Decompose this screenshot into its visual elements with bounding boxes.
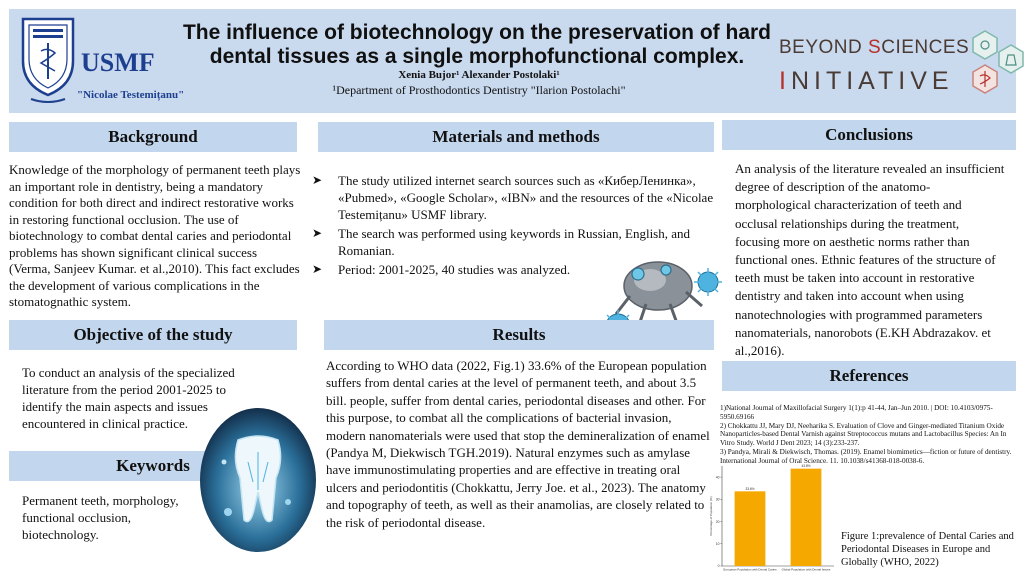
tooth-illustration — [198, 402, 318, 554]
figure-caption: Figure 1:prevalence of Dental Caries and Periodontal Diseases in Europe and Globally (WHO, 2022) — [841, 531, 1014, 568]
y-axis-label: Percentage of Population (%) — [709, 496, 713, 536]
bsi-logo-line1: BEYOND SCIENCES — [779, 37, 970, 58]
beyond-sciences-logo — [779, 29, 1019, 109]
arrow-bullet-icon: ➤ — [312, 226, 323, 240]
x-tick-label: European Population with Dental Caries — [723, 567, 777, 572]
y-tick-label: 40 — [715, 475, 720, 480]
conclusions-text: An analysis of the literature revealed an insufficient degree of description of the anatomo-morphological characterization of teeth and occlusal relationships during the treatment, focusing more on aesthetic norms rather than functional ones. Ethnic features of the structure of teeth must be taken into account in restorative dentistry and taken into account when using nanotechnologies with programmed parameters nanomaterials, nanorobots (E.KH Abdrazakov. et al.,2016). — [735, 161, 1005, 359]
chart-bar — [735, 491, 766, 566]
results-text: According to WHO data (2022, Fig.1) 33.6% of the European population suffers from dental caries at the level of permanent teeth, and about 3.5 bill. people, suffer from dental caries, periodontal diseases and other. For this purpose, to combat all the complications of bacterial invasion, modern nanomaterials were used that stop the demineralization of enamel (Pandya M, Diekwisch TGH.2019). Natural enzymes such as amylase have immunostimulating properties and are effective in treating oral ulcers and periodontitis (Chokkattu, Jerry Joe. et al., 2023). The anatomy and topography of teeth, as well as their anamolias, are closely related to the risk of periodontal disease. — [326, 358, 710, 530]
arrow-bullet-icon: ➤ — [312, 173, 323, 187]
references-heading: References — [722, 361, 1016, 391]
y-tick-label: 0 — [717, 564, 720, 569]
keywords-heading: Keywords — [9, 451, 297, 481]
keywords-text: Permanent teeth, morphology, functional occlusion, biotechnology. — [22, 493, 179, 542]
results-heading: Results — [324, 320, 714, 350]
x-tick-label: Global Population with Dental Issues — [781, 567, 831, 572]
objective-text: To conduct an analysis of the specialized literature from the period 2001-2025 to identify the main aspects and issues encountered in clinical practice. — [22, 365, 235, 431]
department: ¹Department of Prosthodontics Dentistry "Ilarion Postolachi" — [332, 83, 626, 97]
poster-title-line2: dental tissues as a single morphofunctional complex. — [209, 45, 745, 68]
reference-item: 1)National Journal of Maxillofacial Surgery 1(1):p 41-44, Jan–Jun 2010. | DOI: 10.4103/0975-5950.69166 — [720, 404, 993, 421]
methods-item: ➤ Period: 2001-2025, 40 studies was analyzed. — [312, 262, 571, 277]
bar-data-label: 33.6% — [745, 486, 755, 491]
y-tick-label: 20 — [715, 519, 720, 524]
background-heading: Background — [9, 122, 297, 152]
arrow-bullet-icon: ➤ — [312, 262, 323, 276]
usmf-logo-name: USMF — [81, 48, 155, 77]
conclusions-heading: Conclusions — [722, 120, 1016, 150]
reference-item: 3) Pandya, Mirali & Diekwisch, Thomas. (2019). Enamel biomimetics—fiction or future of dentistry. International Journal of Oral Science. 11. 10.1038/s41368-018-0038-6. — [720, 447, 1012, 465]
background-text: Knowledge of the morphology of permanent teeth plays an important role in dentistry, being a mandatory condition for both direct and indirect restorative works in restoring functional occlusion. The use of biotechnology to combat dental caries and periodontal problems has shown significant clinical success (Verma, Sanjeev Kumar. et al.,2010). This fact excludes the development of various complications in the stomatognathic system. — [9, 162, 301, 309]
poster-header — [9, 9, 1016, 113]
methods-item: ➤ The study utilized internet search sources such as «КиберЛенинка», «Pubmed», «Google Scholar», «IBN» and the resources of the «Nicolae Testemițanu» USMF library. — [312, 173, 714, 222]
figure-1-chart — [708, 462, 838, 574]
y-tick-label: 30 — [715, 497, 720, 502]
bsi-logo-line2: INITIATIVE — [779, 67, 954, 95]
bar-chart — [708, 462, 838, 574]
reference-item: 2) Chokkattu JJ, Mary DJ, Neeharika S. Evaluation of Clove and Ginger-mediated Titanium Oxide Nanoparticles-based Dental Varnish against Streptococcus mutans and Lactobacillus Species: An In Vitro Study. World J Dent 2023; 14 (3):233-237. — [720, 421, 1007, 448]
chart-bar — [791, 469, 822, 566]
authors: Xenia Bujor¹ Alexander Postolaki¹ — [398, 69, 560, 81]
poster-title — [177, 21, 777, 69]
bar-data-label: 43.8% — [801, 464, 811, 469]
hexagon-icons — [967, 29, 1024, 109]
objective-heading: Objective of the study — [9, 320, 297, 350]
poster-title-line1: The influence of biotechnology on the preservation of hard — [182, 21, 772, 44]
y-tick-label: 10 — [715, 541, 720, 546]
methods-item: ➤ The search was performed using keywords in Russian, English, and Romanian. — [312, 226, 691, 258]
usmf-logo-subtitle: "Nicolae Testemițanu" — [77, 89, 185, 101]
methods-heading: Materials and methods — [318, 122, 714, 152]
